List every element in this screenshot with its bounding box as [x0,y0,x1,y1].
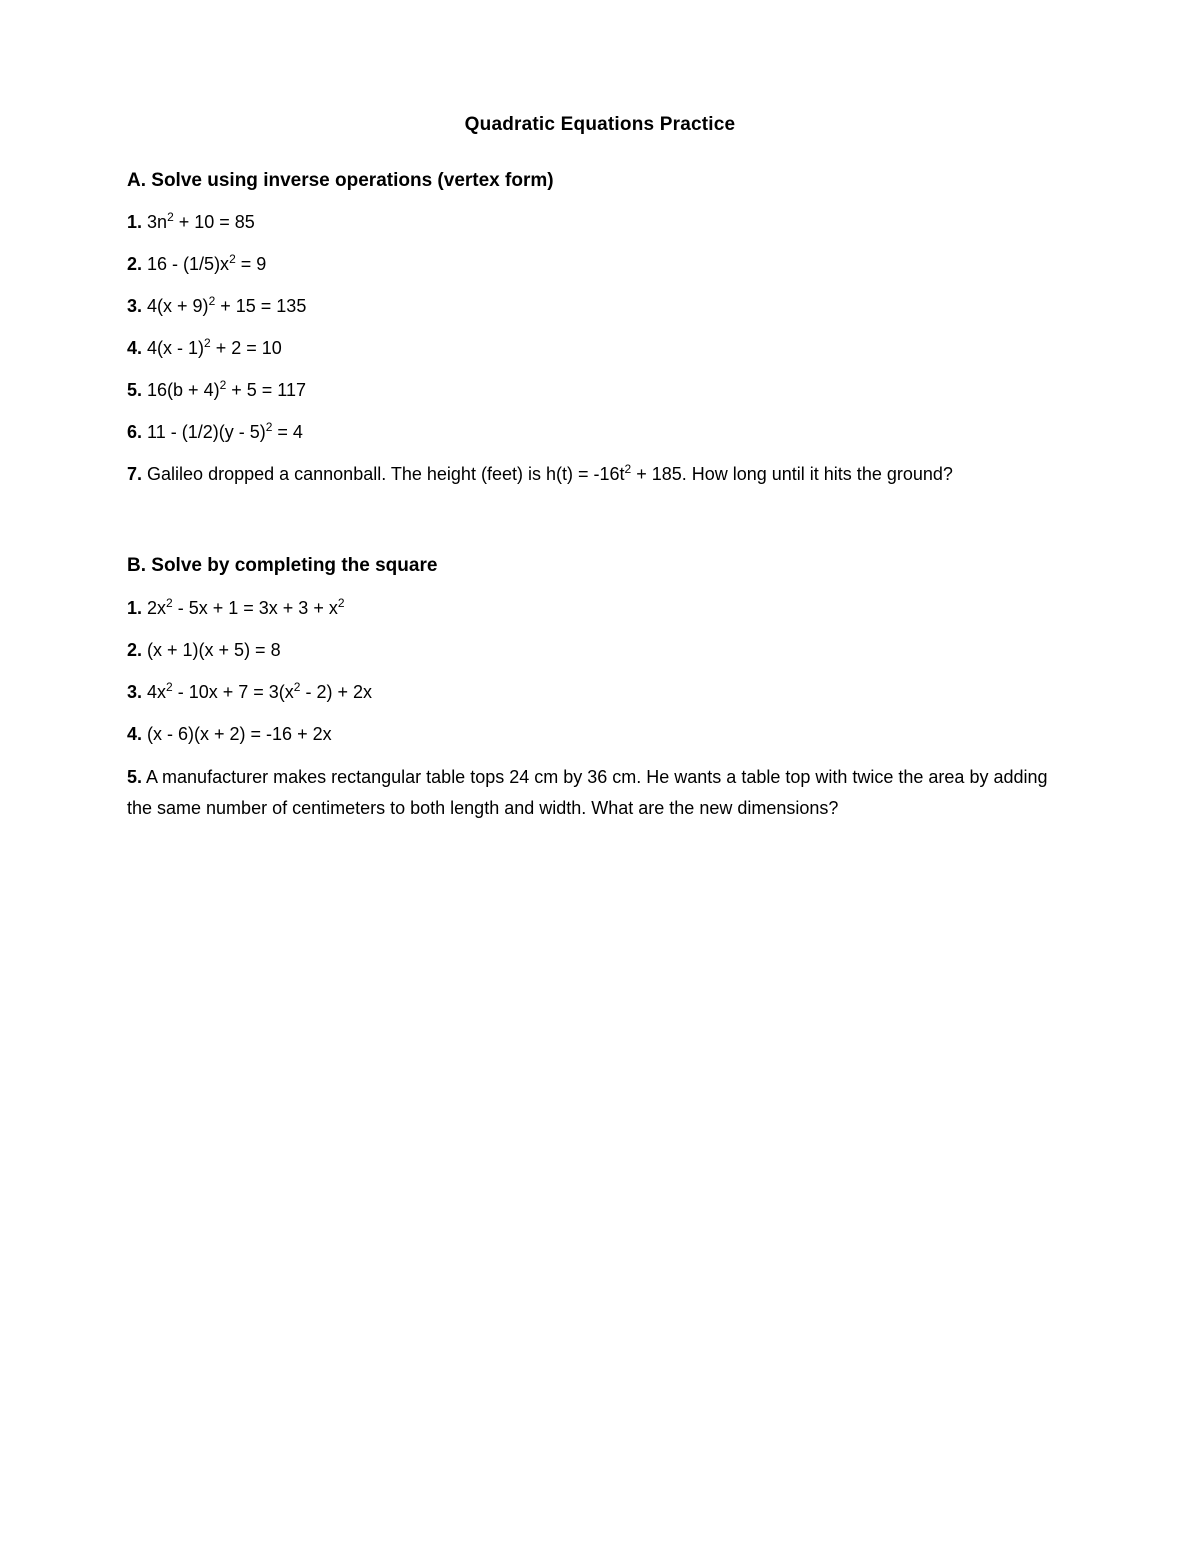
section-a-problem-4: 4. 4(x - 1)$^2$ + 2 = 10 [127,336,282,358]
section-b-problem-5: 5. A manufacturer makes rectangular table tops 24 cm by 36 cm. He wants a table top with twice the area by adding the same number of centimeters to both length and width. What are the new dimensions? [127,767,1048,818]
section-a-problem-6: 6. 11 - (1/2)(y - 5)$^2$ = 4 [127,420,303,442]
section-a-problem-7: 7. Galileo dropped a cannonball. The height (feet) is $h(t) = -16t^2 + 185$. How long until it hits the ground? [127,462,953,484]
section-a-heading: A. Solve using inverse operations (vertex form) [127,170,554,191]
section-b-problem-4: 4. (x - 6)(x + 2) = -16 + 2x [127,724,332,744]
section-a-problem-5: 5. $16(b + 4)^2 + 5 = 117$ [127,378,306,400]
section-a-problem-3: 3. $4(x + 9)^2 + 15 = 135$ [127,294,307,316]
page-title: Quadratic Equations Practice [464,114,736,135]
section-b-heading: B. Solve by completing the square [127,555,438,576]
section-b-problem-3: 3. $4x^2 - 10x + 7 = 3(x^2 - 2) + 2x$ [127,680,373,702]
section-b-problem-1: 1. $2x^2 - 5x + 1 = 3x + 3 + x^2$ [127,596,345,618]
section-b-problem-2: 2. (x + 1)(x + 5) = 8 [127,640,281,660]
section-a-problem-2: 2. $16 - (1/5)x^2 = 9$ [127,252,267,274]
section-a-problem-1: 1. $3n^2 + 10 = 85$ [127,210,255,232]
